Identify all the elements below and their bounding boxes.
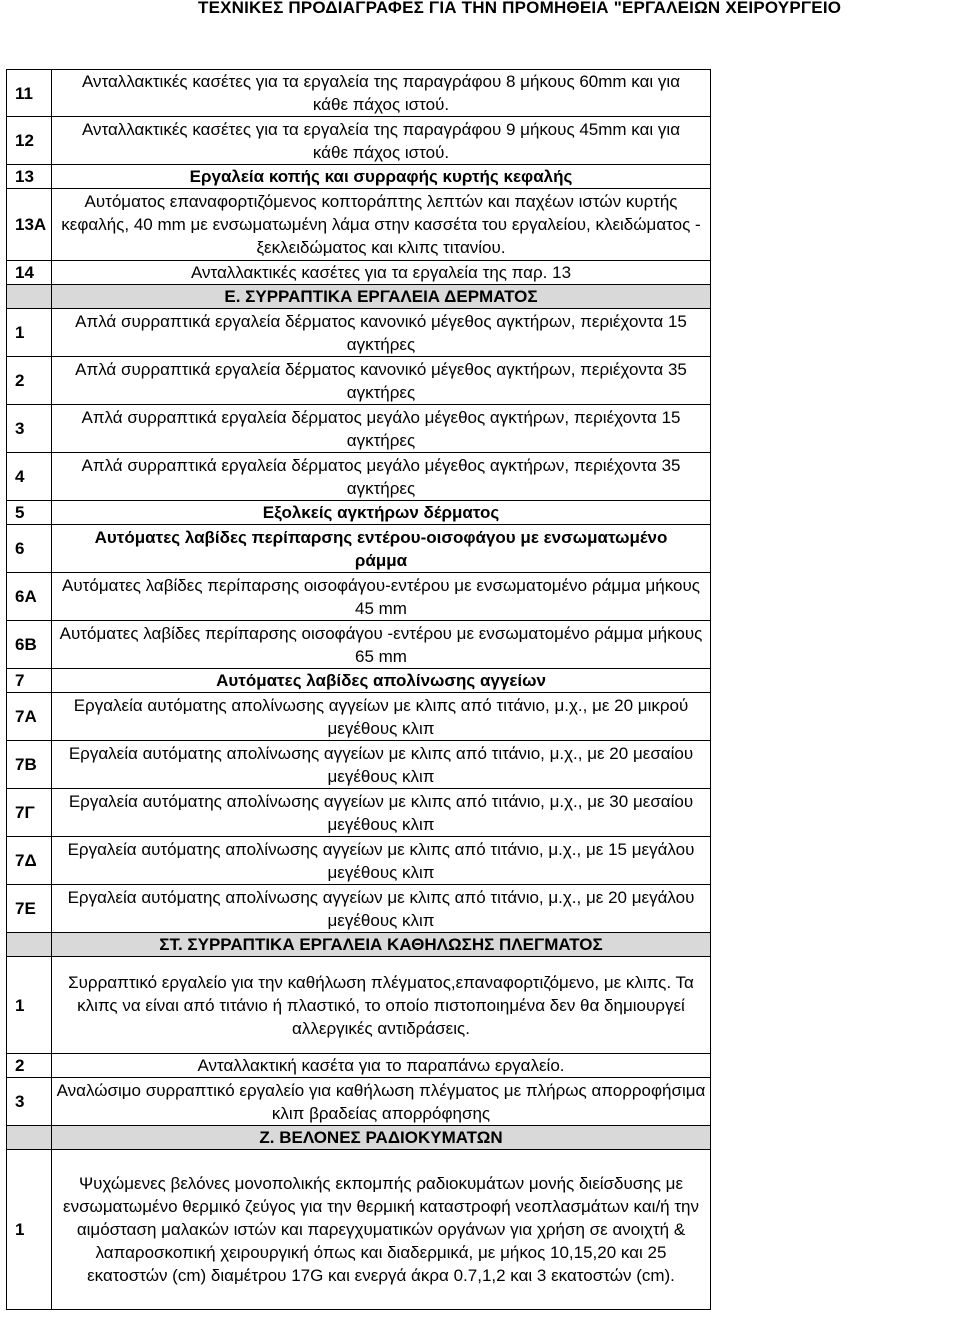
table-row	[7, 70, 711, 117]
table-row	[7, 165, 711, 189]
row-number: 2	[7, 1054, 52, 1078]
table-row	[7, 1078, 711, 1126]
document-title: ΤΕΧΝΙΚΕΣ ΠΡΟΔΙΑΓΡΑΦΕΣ ΓΙΑ ΤΗΝ ΠΡΟΜΗΘΕΙΑ "ΕΡΓΑΛΕΙΩΝ ΧΕΙΡΟΥΡΓΕΙΟ	[198, 0, 842, 17]
row-number: 7Ε	[7, 885, 52, 933]
row-number: 7Γ	[7, 789, 52, 837]
row-number: 1	[7, 957, 52, 1054]
section-header-row	[7, 1126, 711, 1150]
row-description: Ανταλλακτική κασέτα για το παραπάνω εργαλείο.	[52, 1054, 711, 1078]
row-number: 7Δ	[7, 837, 52, 885]
table-row	[7, 741, 711, 789]
row-number: 4	[7, 453, 52, 501]
section-blank-cell	[7, 285, 52, 309]
table-row	[7, 789, 711, 837]
row-number: 7Β	[7, 741, 52, 789]
row-description: Εργαλεία αυτόματης απολίνωσης αγγείων με κλιπς από τιτάνιο, μ.χ., με 20 μεγάλου μεγέθους κλιπ	[52, 885, 711, 933]
page-header	[0, 0, 960, 22]
table-row	[7, 261, 711, 285]
row-description: Αυτόματες λαβίδες απολίνωσης αγγείων	[52, 669, 711, 693]
table-row	[7, 837, 711, 885]
row-description: Ανταλλακτικές κασέτες για τα εργαλεία της παραγράφου 9 μήκους 45mm και για κάθε πάχος ιστού.	[52, 117, 711, 165]
row-description: Αυτόματες λαβίδες περίπαρσης οισοφάγου -εντέρου με ενσωματομένο ράμμα μήκους 65 mm	[52, 621, 711, 669]
row-description: Αυτόματος επαναφορτιζόμενος κοπτοράπτης λεπτών και παχέων ιστών κυρτής κεφαλής, 40 mm με ενσωματωμένη λάμα στην κασσέτα του εργαλείου, κλειδώματος - ξεκλειδώματος και κλιπς τιτανίου.	[52, 189, 711, 261]
row-number: 6Α	[7, 573, 52, 621]
row-number: 1	[7, 309, 52, 357]
table-row	[7, 885, 711, 933]
row-number: 12	[7, 117, 52, 165]
row-number: 11	[7, 70, 52, 117]
row-description: Εξολκείς αγκτήρων δέρματος	[52, 501, 711, 525]
row-description: Εργαλεία αυτόματης απολίνωσης αγγείων με κλιπς από τιτάνιο, μ.χ., με 15 μεγάλου μεγέθους κλιπ	[52, 837, 711, 885]
row-description: Εργαλεία αυτόματης απολίνωσης αγγείων με κλιπς από τιτάνιο, μ.χ., με 20 μικρού μεγέθους κλιπ	[52, 693, 711, 741]
row-description: Εργαλεία κοπής και συρραφής κυρτής κεφαλής	[52, 165, 711, 189]
table-row	[7, 669, 711, 693]
row-description: Αυτόματες λαβίδες περίπαρσης οισοφάγου-εντέρου με ενσωματομένο ράμμα μήκους 45 mm	[52, 573, 711, 621]
table-row	[7, 621, 711, 669]
row-description: Απλά συρραπτικά εργαλεία δέρματος κανονικό μέγεθος αγκτήρων, περιέχοντα 15 αγκτήρες	[52, 309, 711, 357]
row-number: 13Α	[7, 189, 52, 261]
table-row	[7, 189, 711, 261]
row-number: 1	[7, 1150, 52, 1310]
table-row	[7, 117, 711, 165]
section-blank-cell	[7, 933, 52, 957]
table-row	[7, 1150, 711, 1310]
row-description: Ανταλλακτικές κασέτες για τα εργαλεία της παραγράφου 8 μήκους 60mm και για κάθε πάχος ιστού.	[52, 70, 711, 117]
table-row	[7, 357, 711, 405]
row-description: Ανταλλακτικές κασέτες για τα εργαλεία της παρ. 13	[52, 261, 711, 285]
row-number: 7	[7, 669, 52, 693]
row-description: Αναλώσιμο συρραπτικό εργαλείο για καθήλωση πλέγματος με πλήρως απορροφήσιμα κλιπ βραδείας απορρόφησης	[52, 1078, 711, 1126]
section-blank-cell	[7, 1126, 52, 1150]
row-number: 14	[7, 261, 52, 285]
row-description: Εργαλεία αυτόματης απολίνωσης αγγείων με κλιπς από τιτάνιο, μ.χ., με 20 μεσαίου μεγέθους κλιπ	[52, 741, 711, 789]
row-description: Απλά συρραπτικά εργαλεία δέρματος μεγάλο μέγεθος αγκτήρων, περιέχοντα 35 αγκτήρες	[52, 453, 711, 501]
row-number: 3	[7, 1078, 52, 1126]
row-description: Απλά συρραπτικά εργαλεία δέρματος μεγάλο μέγεθος αγκτήρων, περιέχοντα 15 αγκτήρες	[52, 405, 711, 453]
row-number: 13	[7, 165, 52, 189]
row-number: 6Β	[7, 621, 52, 669]
table-row	[7, 405, 711, 453]
table-row	[7, 525, 711, 573]
row-number: 7Α	[7, 693, 52, 741]
row-number: 5	[7, 501, 52, 525]
table-row	[7, 1054, 711, 1078]
row-description: Εργαλεία αυτόματης απολίνωσης αγγείων με κλιπς από τιτάνιο, μ.χ., με 30 μεσαίου μεγέθους κλιπ	[52, 789, 711, 837]
section-header-row	[7, 933, 711, 957]
table-row	[7, 501, 711, 525]
row-description: Απλά συρραπτικά εργαλεία δέρματος κανονικό μέγεθος αγκτήρων, περιέχοντα 35 αγκτήρες	[52, 357, 711, 405]
row-description: Αυτόματες λαβίδες περίπαρσης εντέρου-οισοφάγου με ενσωματωμένο ράμμα	[52, 525, 711, 573]
section-header-row	[7, 285, 711, 309]
section-title: Ε. ΣΥΡΡΑΠΤΙΚΑ ΕΡΓΑΛΕΙΑ ΔΕΡΜΑΤΟΣ	[52, 285, 711, 309]
table-row	[7, 573, 711, 621]
row-number: 3	[7, 405, 52, 453]
table-row	[7, 309, 711, 357]
table-row	[7, 693, 711, 741]
section-title: ΣΤ. ΣΥΡΡΑΠΤΙΚΑ ΕΡΓΑΛΕΙΑ ΚΑΘΗΛΩΣΗΣ ΠΛΕΓΜΑΤΟΣ	[52, 933, 711, 957]
section-title: Ζ. ΒΕΛΟΝΕΣ ΡΑΔΙΟΚΥΜΑΤΩΝ	[52, 1126, 711, 1150]
row-number: 2	[7, 357, 52, 405]
row-description: Συρραπτικό εργαλείο για την καθήλωση πλέγματος,επαναφορτιζόμενο, με κλιπς. Τα κλιπς να είναι από τιτάνιο ή πλαστικό, το οποίο πιστοποιημένα δεν θα δημιουργεί αλλεργικές αντιδράσεις.	[52, 957, 711, 1054]
table-row	[7, 957, 711, 1054]
table-row	[7, 453, 711, 501]
row-number: 6	[7, 525, 52, 573]
specifications-table	[6, 69, 711, 1310]
row-description: Ψυχώμενες βελόνες μονοπολικής εκπομπής ραδιοκυμάτων μονής διείσδυσης με ενσωματωμένο θερμικό ζεύγος για την θερμική καταστροφή νεοπλασμάτων και/ή την αιμόσταση μαλακών ιστών και παρεγχυματικών οργάνων για χρήση σε ανοιχτή & λαπαροσκοπική χειρουργική όπως και διαδερμικά, με μήκος 10,15,20 και 25 εκατοστών (cm) διαμέτρου 17G και ενεργά άκρα 0.7,1,2 και 3 εκατοστών (cm).	[52, 1150, 711, 1310]
